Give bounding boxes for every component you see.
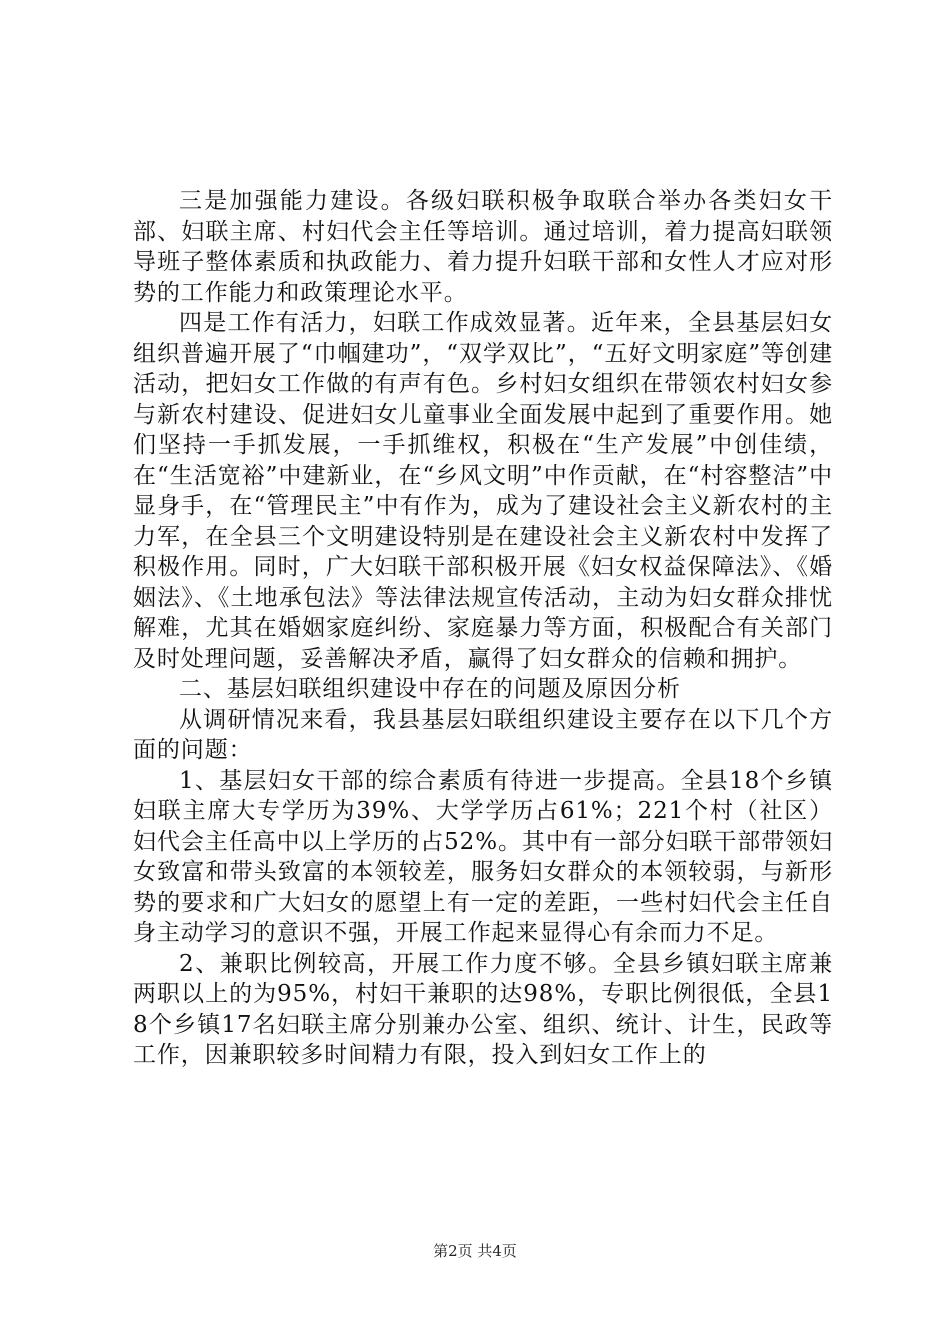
- section-heading-problems: 二、基层妇联组织建设中存在的问题及原因分析: [179, 676, 681, 702]
- paragraph-cadre-quality: 1、基层妇女干部的综合素质有待进一步提高。全县18个乡镇妇联主席大专学历为39%、大学学历占61%；221个村（社区）妇代会主任高中以上学历的占52%。其中有一部分妇联干部带领妇女致富和带头致富的本领较差，服务妇女群众的本领较弱，与新形势的要求和广大妇女的愿望上有一定的差距，一些村妇代会主任自身主动学习的意识不强，开展工作起来显得心有余而力不足。: [133, 767, 833, 946]
- paragraph-work-vitality: 四是工作有活力，妇联工作成效显著。近年来，全县基层妇女组织普遍开展了“巾帼建功”，“双学双比”，“五好文明家庭”等创建活动，把妇女工作做的有声有色。乡村妇女组织在带领农村妇女参与新农村建设、促进妇女儿童事业全面发展中起到了重要作用。她们坚持一手抓发展，一手抓维权，积极在“生产发展”中创佳绩，在“生活宽裕”中建新业，在“乡风文明”中作贡献，在“村容整洁”中显身手，在“管理民主”中有作为，成为了建设社会主义新农村的主力军，在全县三个文明建设特别是在建设社会主义新农村中发挥了积极作用。同时，广大妇联干部积极开展《妇女权益保障法》、《婚姻法》、《土地承包法》等法律法规宣传活动，主动为妇女群众排忧解难，尤其在婚姻家庭纠纷、家庭暴力等方面，积极配合有关部门及时处理问题，妥善解决矛盾，赢得了妇女群众的信赖和拥护。: [133, 310, 833, 672]
- document-body: [133, 186, 833, 1071]
- paragraph-part-time-ratio: 2、兼职比例较高，开展工作力度不够。全县乡镇妇联主席兼两职以上的为95%，村妇干兼职的达98%，专职比例很低，全县18个乡镇17名妇联主席分别兼办公室、组织、统计、计生，民政等工作，因兼职较多时间精力有限，投入到妇女工作上的: [133, 950, 833, 1068]
- paragraph-survey-intro: 从调研情况来看，我县基层妇联组织建设主要存在以下几个方面的问题：: [133, 706, 833, 763]
- paragraph-capacity-building: 三是加强能力建设。各级妇联积极争取联合举办各类妇女干部、妇联主席、村妇代会主任等培训。通过培训，着力提高妇联领导班子整体素质和执政能力、着力提升妇联干部和女性人才应对形势的工作能力和政策理论水平。: [133, 188, 833, 306]
- page-number-footer: 第2页 共4页: [433, 1242, 517, 1260]
